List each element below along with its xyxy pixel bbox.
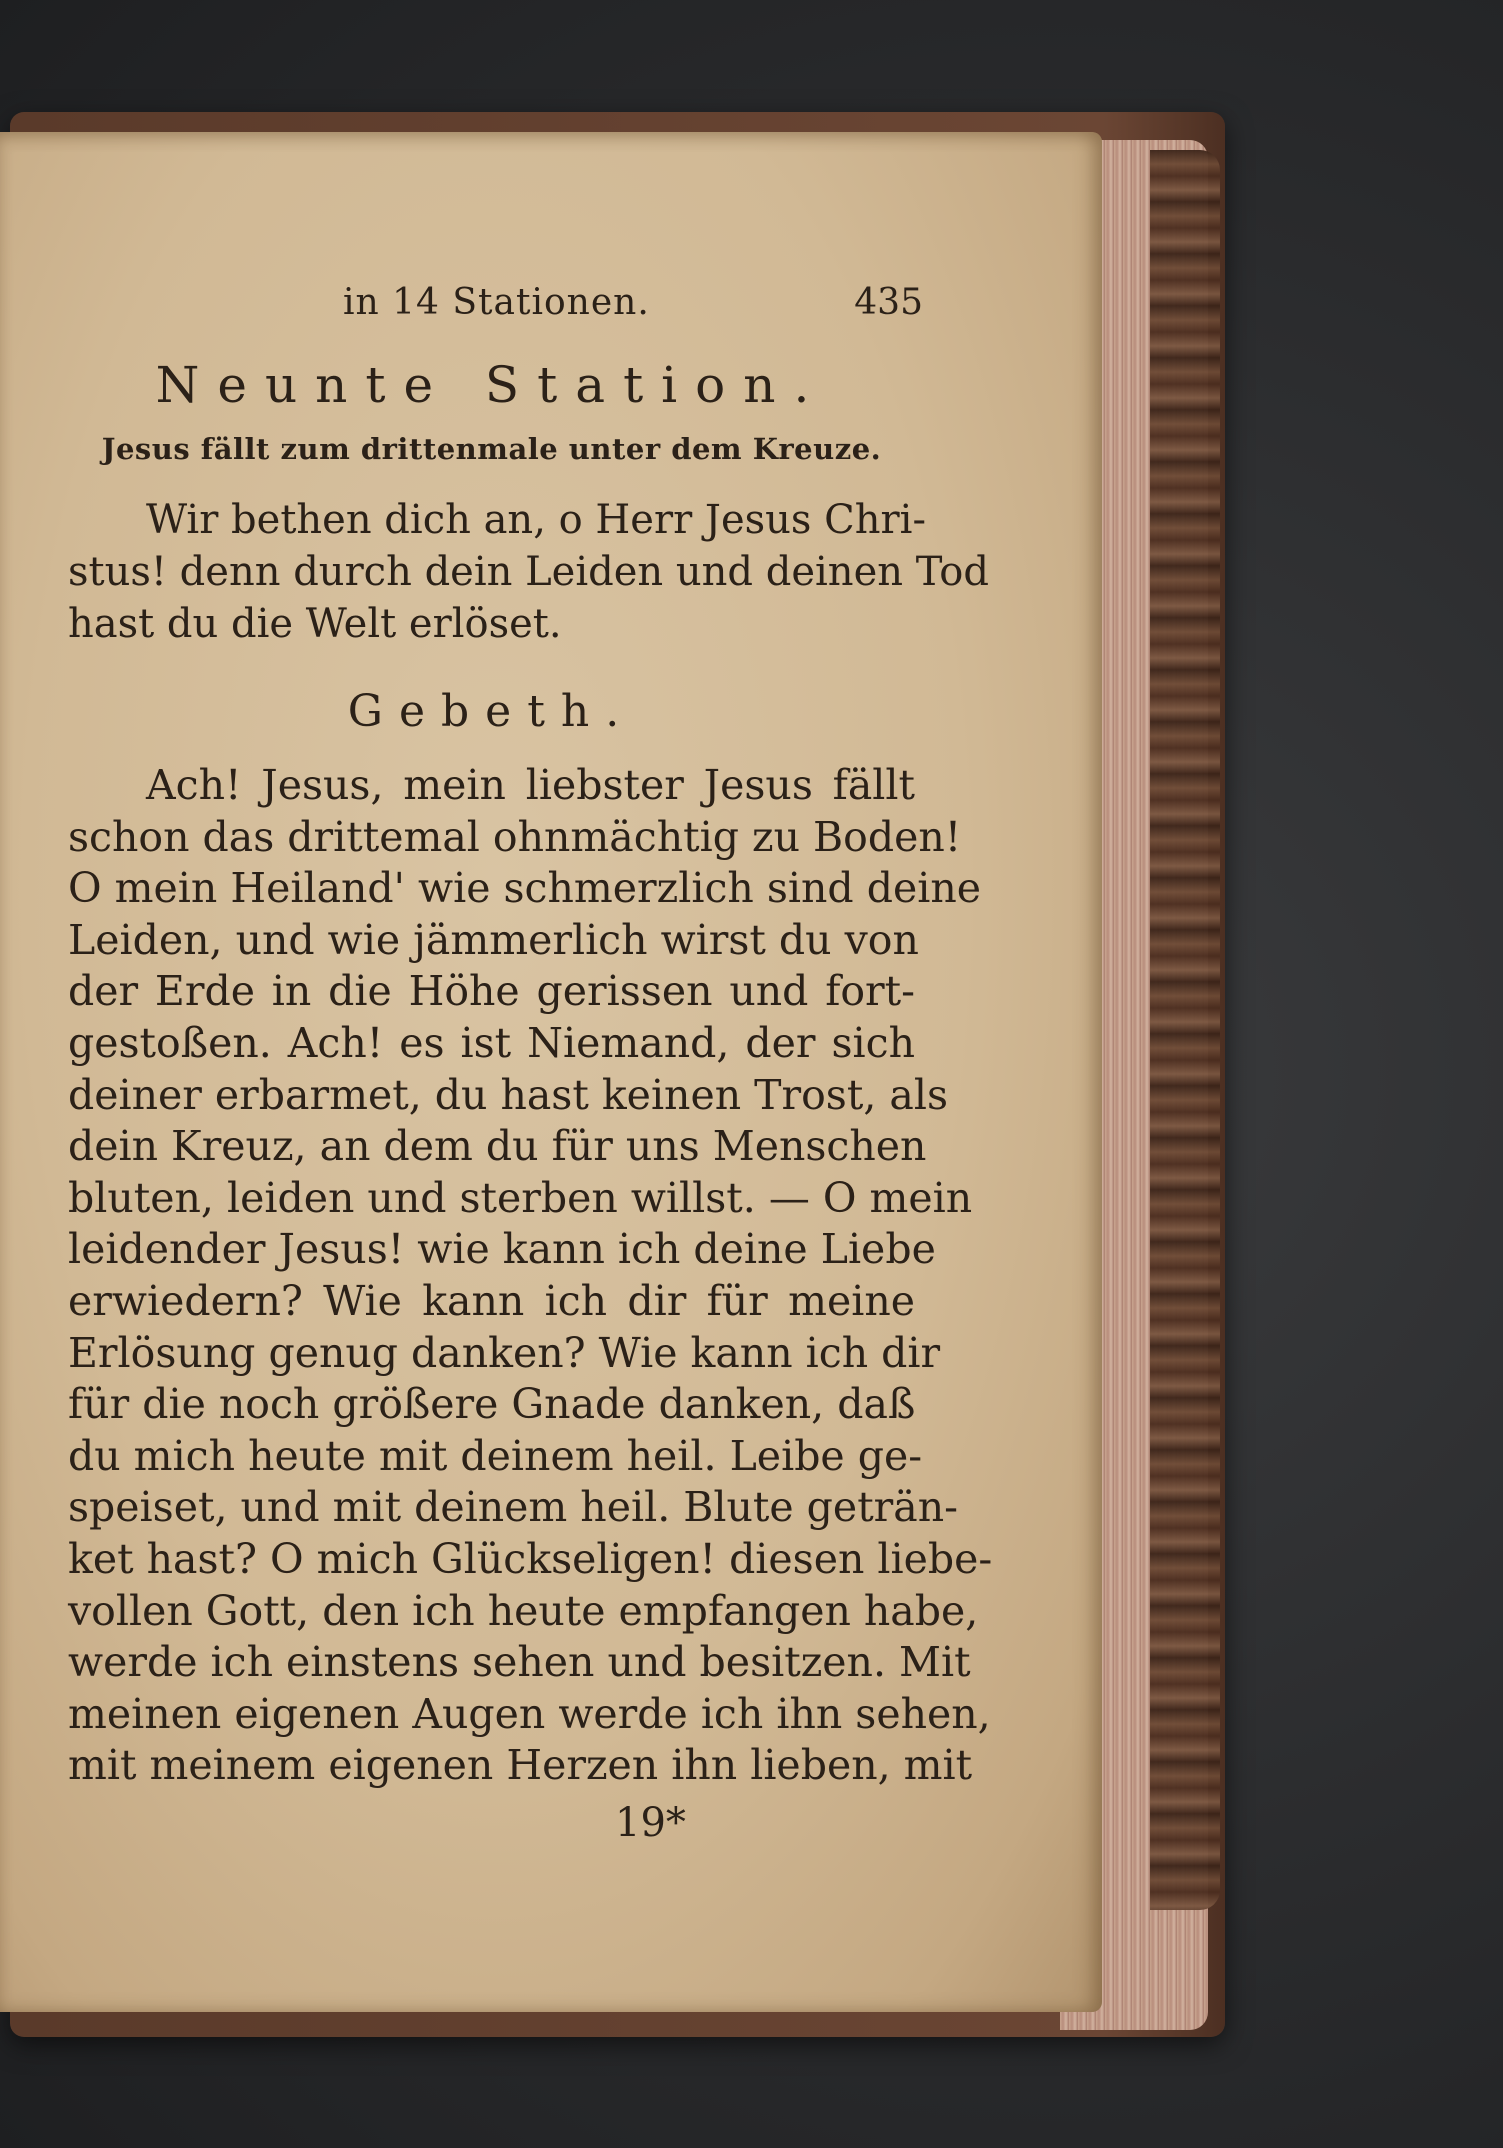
prayer-line: deiner erbarmet, du hast keinen Trost, als [68, 1070, 948, 1119]
prayer-line: leidender Jesus! wie kann ich deine Liebe [68, 1225, 936, 1274]
station-subtitle: Jesus fällt zum drittenmale unter dem Kreuze. [101, 432, 882, 466]
prayer-line: dein Kreuz, an dem du für uns Menschen [68, 1122, 927, 1171]
prayer-line: meinen eigenen Augen werde ich ihn sehen, [68, 1689, 991, 1738]
page-text [68, 282, 993, 1792]
prayer-heading: Gebeth. [347, 686, 636, 737]
prayer-line: schon das drittemal ohnmächtig zu Boden! [68, 812, 962, 861]
prayer-line: bluten, leiden und sterben willst. — O mein [68, 1173, 973, 1222]
prayer-line: gestoßen. Ach! es ist Niemand, der sich [68, 1018, 915, 1067]
prayer-line: der Erde in die Höhe gerissen und fort- [68, 967, 915, 1016]
signature-mark: 19* [615, 1800, 686, 1846]
station-title: Neunte Station. [155, 356, 828, 414]
prayer-line: Leiden, und wie jämmerlich wirst du von [68, 915, 919, 964]
prayer-line: O mein Heiland' wie schmerzlich sind deine [68, 864, 981, 913]
page-number: 435 [854, 282, 923, 323]
prayer-line: für die noch größere Gnade danken, daß [68, 1380, 916, 1429]
prayer-line: werde ich einstens sehen und besitzen. Mit [68, 1638, 971, 1687]
prayer-line: du mich heute mit deinem heil. Leibe ge- [68, 1431, 923, 1480]
running-head: in 14 Stationen. [343, 282, 650, 323]
book-page [0, 132, 1102, 2012]
prayer-line: Erlösung genug danken? Wie kann ich dir [68, 1328, 941, 1377]
prayer-line: speiset, und mit deinem heil. Blute geträn- [68, 1483, 958, 1532]
prayer-paragraph [68, 760, 993, 1792]
adoration-line: Wir bethen dich an, o Herr Jesus Chri- [146, 497, 926, 543]
prayer-line: erwiedern? Wie kann ich dir für meine [68, 1276, 915, 1325]
book-spine [1150, 150, 1220, 1910]
adoration-line: stus! denn durch dein Leiden und deinen Tod [68, 549, 989, 595]
page-header [68, 282, 923, 342]
prayer-line: vollen Gott, den ich heute empfangen habe, [68, 1586, 979, 1635]
adoration-paragraph [68, 494, 989, 650]
prayer-line: Ach! Jesus, mein liebster Jesus fällt [146, 761, 915, 809]
adoration-line: hast du die Welt erlöset. [68, 601, 562, 647]
prayer-line: mit meinem eigenen Herzen ihn lieben, mit [68, 1741, 973, 1790]
prayer-line: ket hast? O mich Glückseligen! diesen liebe- [68, 1534, 993, 1583]
